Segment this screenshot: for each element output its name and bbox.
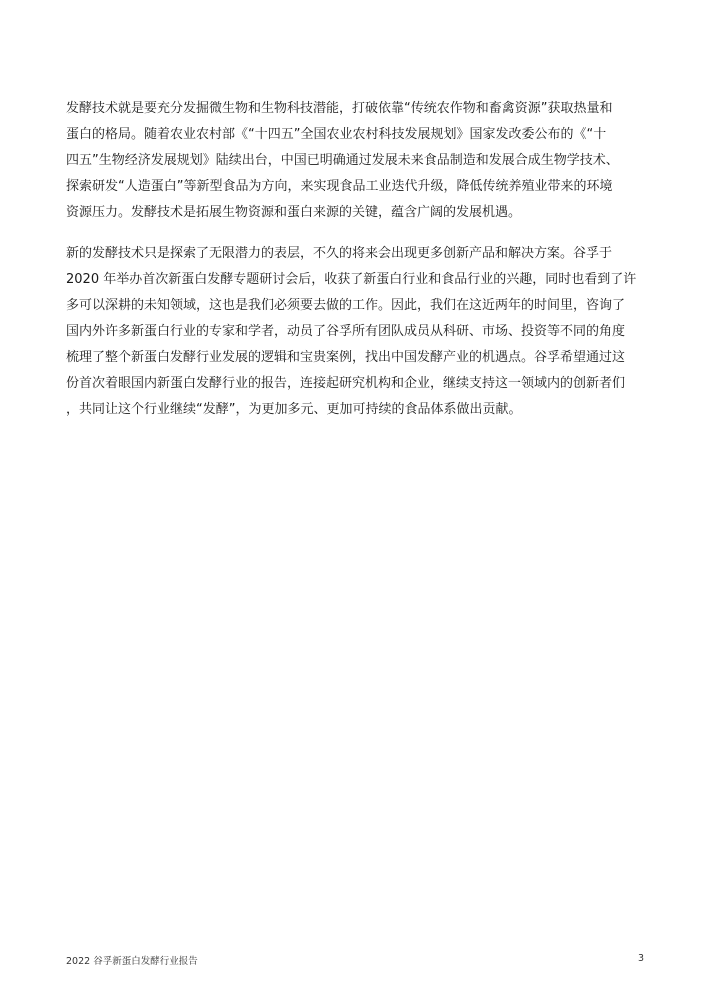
footer-title: 2022 谷孚新蛋白发酵行业报告 bbox=[66, 956, 198, 967]
text-line: 新的发酵技术只是探索了无限潜力的表层，不久的将来会出现更多创新产品和解决方案。谷孚于 bbox=[66, 246, 613, 261]
text-line: ，共同让这个行业继续“发酵”，为更加多元、更加可持续的食品体系做出贡献。 bbox=[66, 402, 522, 417]
text-line: 多可以深耕的未知领域，这也是我们必须要去做的工作。因此，我们在这近两年的时间里，咨询了 bbox=[66, 298, 626, 313]
text-line: 四五”生物经济发展规划》陆续出台，中国已明确通过发展未来食品制造和发展合成生物学技术、 bbox=[66, 153, 619, 168]
body-text bbox=[66, 96, 654, 423]
text-line: 蛋白的格局。随着农业农村部《“十四五”全国农业农村科技发展规划》国家发改委公布的《“十 bbox=[66, 127, 607, 142]
text-line: 国内外许多新蛋白行业的专家和学者，动员了谷孚所有团队成员从科研、市场、投资等不同的角度 bbox=[66, 324, 626, 339]
page-number: 3 bbox=[637, 953, 644, 964]
page-footer bbox=[66, 953, 644, 969]
text-line: 探索研发“人造蛋白”等新型食品为方向，来实现食品工业迭代升级，降低传统养殖业带来的环境 bbox=[66, 179, 613, 194]
text-line: 2020 年举办首次新蛋白发酵专题研讨会后，收获了新蛋白行业和食品行业的兴趣，同时也看到了许 bbox=[66, 272, 637, 287]
paragraph-1 bbox=[66, 96, 654, 226]
text-line: 资源压力。发酵技术是拓展生物资源和蛋白来源的关键，蕴含广阔的发展机遇。 bbox=[66, 205, 522, 220]
text-line: 梳理了整个新蛋白发酵行业发展的逻辑和宝贵案例，找出中国发酵产业的机遇点。谷孚希望通过这 bbox=[66, 350, 626, 365]
text-line: 发酵技术就是要充分发掘微生物和生物科技潜能，打破依靠“传统农作物和畜禽资源”获取热量和 bbox=[66, 101, 613, 116]
paragraph-2 bbox=[66, 241, 654, 423]
text-line: 份首次着眼国内新蛋白发酵行业的报告，连接起研究机构和企业，继续支持这一领域内的创新者们 bbox=[66, 376, 626, 391]
